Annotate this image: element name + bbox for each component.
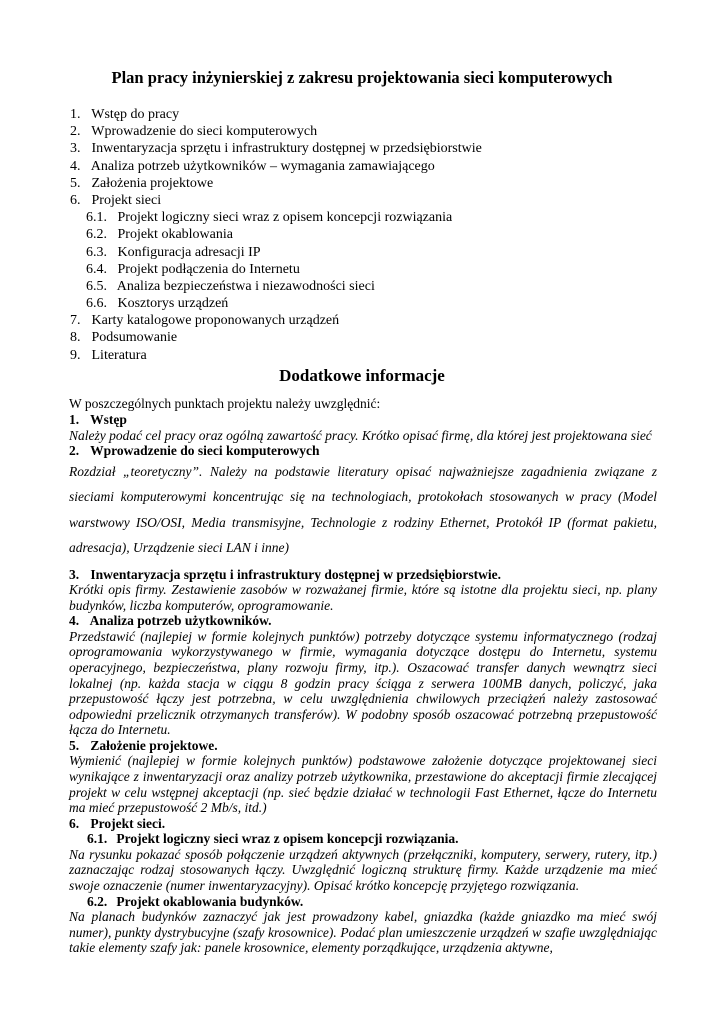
section-text: Krótki opis firmy. Zestawienie zasobów w rozważanej firmie, które są istotne dla projektu sieci, np. plany budynków, liczba komputerów, oprogramowanie.: [69, 582, 657, 613]
toc-subitem: 6.5. Analiza bezpieczeństwa i niezawodności sieci: [86, 278, 375, 294]
toc-item: 7. Karty katalogowe proponowanych urządzeń: [70, 313, 340, 329]
section-text: Na planach budynków zaznaczyć jak jest prowadzony kabel, gniazdka (każde gniazdko ma mieć swój numer), punkty dystrybucyjne (szafy krosownice). Podać plan umieszczenie urządzeń w szafie uwzględniając takie elementy szafy jak: panele krosownice, elementy porządkujące, urządzenia aktywne,: [69, 909, 657, 956]
toc-item: 6. Projekt sieci: [70, 192, 162, 208]
toc-item: 4. Analiza potrzeb użytkowników – wymagania zamawiającego: [70, 158, 435, 174]
subsection-heading: 6.1. Projekt logiczny sieci wraz z opisem koncepcji rozwiązania.: [87, 831, 459, 847]
toc-item: 1. Wstęp do pracy: [70, 107, 180, 122]
intro-text: W poszczególnych punktach projektu należy uwzględnić:: [69, 396, 381, 411]
additional-info: [69, 396, 657, 956]
additional-info-heading: Dodatkowe informacje: [279, 366, 445, 385]
toc-subitem: 6.6. Kosztorys urządzeń: [86, 296, 229, 312]
toc-subitem: 6.2. Projekt okablowania: [86, 227, 233, 243]
section-heading: 2. Wprowadzenie do sieci komputerowych: [69, 443, 320, 459]
toc-item: 2. Wprowadzenie do sieci komputerowych: [70, 124, 318, 140]
toc-item: 9. Literatura: [70, 347, 147, 363]
section-heading: 5. Założenie projektowe.: [69, 737, 218, 753]
section-text: Należy podać cel pracy oraz ogólną zawartość pracy. Krótko opisać firmę, dla której jest projektowana sieć: [69, 427, 652, 443]
section-heading: 3. Inwentaryzacja sprzętu i infrastruktury dostępnej w przedsiębiorstwie.: [69, 566, 501, 582]
section-heading: 1. Wstęp: [69, 412, 127, 427]
toc-subitem: 6.4. Projekt podłączenia do Internetu: [86, 261, 300, 277]
toc-subitem: 6.1. Projekt logiczny sieci wraz z opisem koncepcji rozwiązania: [86, 210, 453, 226]
section-text: Wymienić (najlepiej w formie kolejnych punktów) podstawowe założenie dotyczące projektowanej sieci wynikające z inwentaryzacji oraz analizy potrzeb użytkownika, przestawione do akceptacji firmie zlecającej projekt w celu wstępnej akceptacji (np. sieć będzie działać w technologii Fast Ethernet, łącze do Internetu ma mieć przepustowość 2 Mb/s, itd.): [69, 753, 657, 816]
section-text: Na rysunku pokazać sposób połączenie urządzeń aktywnych (przełączniki, komputery, serwery, rutery, itp.) zaznaczając rodzaj stosowanych łączy. Uwzględnić logiczną strukturę firmy. Każde urządzenie ma mieć swoje oznaczenie (numer inwentaryzacyjny). Opisać krótko koncepcję przyjętego rozwiązania.: [69, 846, 657, 893]
document-title: Plan pracy inżynierskiej z zakresu projektowania sieci komputerowych: [111, 68, 613, 87]
toc-item: 5. Założenia projektowe: [70, 175, 214, 191]
table-of-contents: [70, 106, 482, 364]
toc-item: 8. Podsumowanie: [70, 330, 178, 346]
section-text: Rozdział „teoretyczny”. Należy na podstawie literatury opisać najważniejsze zagadnienia związane z sieciami komputerowymi koncentrując się na technologiach, protokołach stosowanych w pracy (Model warstwowy ISO/OSI, Media transmisyjne, Technologie z rodziny Ethernet, Protokół IP (format pakietu, adresacja), Urządzenie sieci LAN i inne): [69, 463, 657, 556]
toc-item: 3. Inwentaryzacja sprzętu i infrastruktury dostępnej w przedsiębiorstwie: [70, 141, 482, 157]
toc-subitem: 6.3. Konfiguracja adresacji IP: [86, 244, 261, 260]
section-heading: 6. Projekt sieci.: [69, 815, 166, 831]
section-heading: 4. Analiza potrzeb użytkowników.: [69, 613, 272, 629]
section-text: Przedstawić (najlepiej w formie kolejnych punktów) potrzeby dotyczące systemu informatycznego (rodzaj oprogramowania wykorzystywanego w firmie, wymagania dotyczące dostępu do Internetu, systemu operacyjnego, bezpieczeństwa, plany rozwoju firmy, itp.). Oszacować transfer danych wewnątrz sieci lokalnej (np. każda stacja w ciągu 8 godzin pracy ściąga z serwera 100MB danych, policzyć, jaka przepustowość łączy jest potrzebna, w celu uwzględnienia chwilowych przeciążeń należy zastosować odpowiedni przelicznik otrzymanych transferów). W podobny sposób oszacować potrzebną przepustowość łącza do Internetu.: [69, 628, 657, 738]
subsection-heading: 6.2. Projekt okablowania budynków.: [87, 893, 304, 909]
